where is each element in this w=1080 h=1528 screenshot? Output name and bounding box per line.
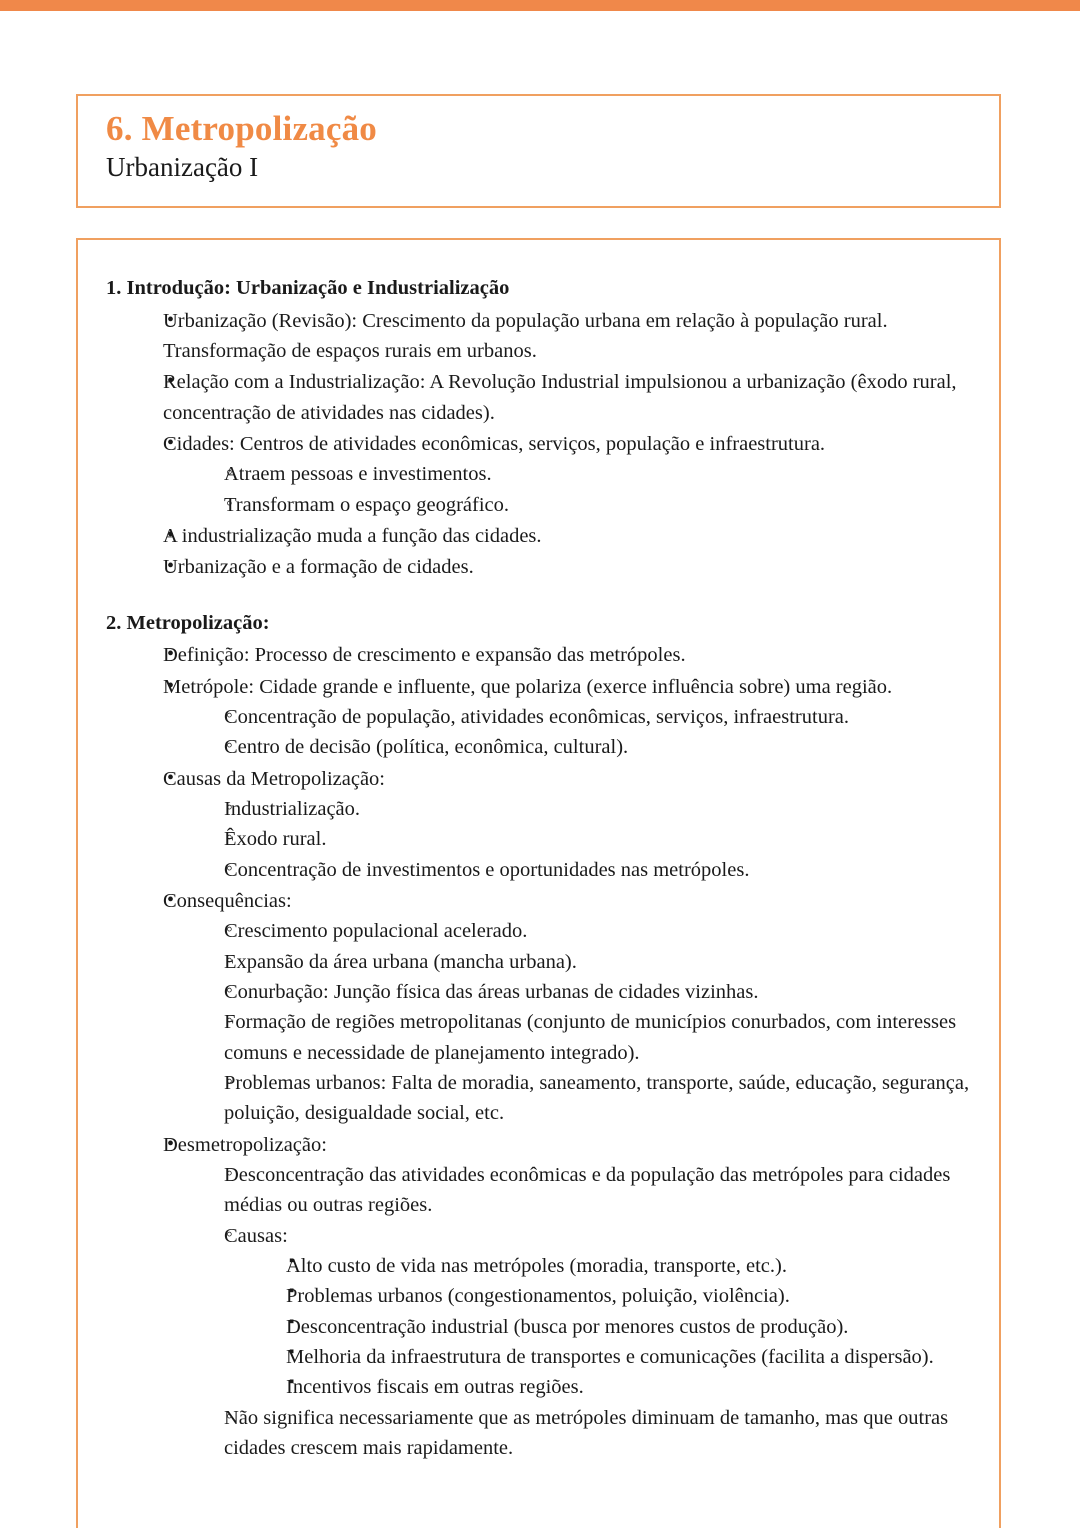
list-item-text: • A industrialização muda a função das cidades. (163, 521, 973, 551)
list-item-text: ◦ Problemas urbanos: Falta de moradia, saneamento, transporte, saúde, educação, segurança, poluição, desigualdade social, etc. (224, 1068, 973, 1129)
list-item-text: ◦ Formação de regiões metropolitanas (conjunto de municípios conurbados, com interesses comuns e necessidade de planejamento integrado). (224, 1007, 973, 1068)
list-item (261, 1372, 973, 1402)
list-item (138, 306, 973, 367)
list-item (138, 552, 973, 582)
list-item-text: ◦ Êxodo rural. (224, 824, 973, 854)
list-item (261, 1281, 973, 1311)
list-item (261, 1342, 973, 1372)
list-item-text: • Metrópole: Cidade grande e influente, que polariza (exerce influência sobre) uma região. (163, 672, 973, 702)
list-item-text: ◦ Concentração de investimentos e oportunidades nas metrópoles. (224, 855, 973, 885)
list-item-text: ◦ Transformam o espaço geográfico. (224, 490, 973, 520)
list-item-text: • Definição: Processo de crescimento e expansão das metrópoles. (163, 640, 973, 670)
list-item (199, 916, 973, 946)
list-item-text: ◦ Não significa necessariamente que as metrópoles diminuam de tamanho, mas que outras cidades crescem mais rapidamente. (224, 1403, 973, 1464)
list-item (138, 367, 973, 428)
list-item-text: ◦ Industrialização. (224, 794, 973, 824)
list-item-text: ▪ Melhoria da infraestrutura de transportes e comunicações (facilita a dispersão). (286, 1342, 973, 1372)
list-item (261, 1312, 973, 1342)
list-item-text: • Consequências: (163, 886, 973, 916)
bullet-list-level-2 (163, 1160, 973, 1463)
section-heading: 2. Metropolização: (106, 611, 270, 634)
page-subtitle: Urbanização I (106, 151, 259, 182)
content-block (76, 238, 1001, 1528)
list-item-text: • Urbanização (Revisão): Crescimento da população urbana em relação à população rural. Transformação de espaços rurais em urbanos. (163, 306, 973, 367)
list-item-text: ◦ Centro de decisão (política, econômica, cultural). (224, 732, 973, 762)
title-block (76, 94, 1001, 208)
list-item-text: ◦ Desconcentração das atividades econômicas e da população das metrópoles para cidades médias ou outras regiões. (224, 1160, 973, 1221)
list-item-text: ▪ Alto custo de vida nas metrópoles (moradia, transporte, etc.). (286, 1251, 973, 1281)
list-item (199, 947, 973, 977)
list-item (199, 732, 973, 762)
list-item (138, 521, 973, 551)
list-item (199, 1007, 973, 1068)
list-item-text: ▪ Desconcentração industrial (busca por menores custos de produção). (286, 1312, 973, 1342)
list-item-text: • Desmetropolização: (163, 1130, 973, 1160)
list-item (199, 1403, 973, 1464)
section-spacer (106, 584, 973, 609)
notes-content (106, 274, 973, 1463)
page-title: 6. Metropolização (106, 109, 378, 148)
list-item-text: • Urbanização e a formação de cidades. (163, 552, 973, 582)
list-item (138, 886, 973, 1129)
list-item (199, 1068, 973, 1129)
list-item (138, 640, 973, 670)
list-item-text: ▪ Incentivos fiscais em outras regiões. (286, 1372, 973, 1402)
list-item (138, 764, 973, 885)
list-item (138, 1130, 973, 1464)
bullet-list-level-3 (224, 1251, 973, 1403)
bullet-list-level-1 (106, 640, 973, 1463)
list-item (199, 977, 973, 1007)
list-item (138, 429, 973, 520)
list-item (199, 702, 973, 732)
list-item (199, 1160, 973, 1221)
bullet-list-level-2 (163, 916, 973, 1128)
bullet-list-level-1 (106, 306, 973, 583)
list-item (138, 672, 973, 763)
list-item (199, 824, 973, 854)
bullet-list-level-2 (163, 702, 973, 763)
list-item-text: ◦ Expansão da área urbana (mancha urbana). (224, 947, 973, 977)
list-item-text: • Causas da Metropolização: (163, 764, 973, 794)
top-accent-bar (0, 0, 1080, 11)
list-item (199, 490, 973, 520)
list-item-text: • Relação com a Industrialização: A Revolução Industrial impulsionou a urbanização (êxodo rural, concentração de atividades nas cidades). (163, 367, 973, 428)
section-heading: 1. Introdução: Urbanização e Industrialização (106, 277, 510, 299)
list-item (199, 794, 973, 824)
bullet-list-level-2 (163, 794, 973, 885)
list-item-text: ◦ Atraem pessoas e investimentos. (224, 459, 973, 489)
list-item-text: ◦ Concentração de população, atividades econômicas, serviços, infraestrutura. (224, 702, 973, 732)
list-item (199, 855, 973, 885)
list-item (261, 1251, 973, 1281)
list-item-text: • Cidades: Centros de atividades econômicas, serviços, população e infraestrutura. (163, 429, 973, 459)
list-item-text: ◦ Conurbação: Junção física das áreas urbanas de cidades vizinhas. (224, 977, 973, 1007)
list-item (199, 459, 973, 489)
list-item-text: ◦ Causas: (224, 1221, 973, 1251)
list-item-text: ◦ Crescimento populacional acelerado. (224, 916, 973, 946)
bullet-list-level-2 (163, 459, 973, 520)
list-item (199, 1221, 973, 1403)
list-item-text: ▪ Problemas urbanos (congestionamentos, poluição, violência). (286, 1281, 973, 1311)
